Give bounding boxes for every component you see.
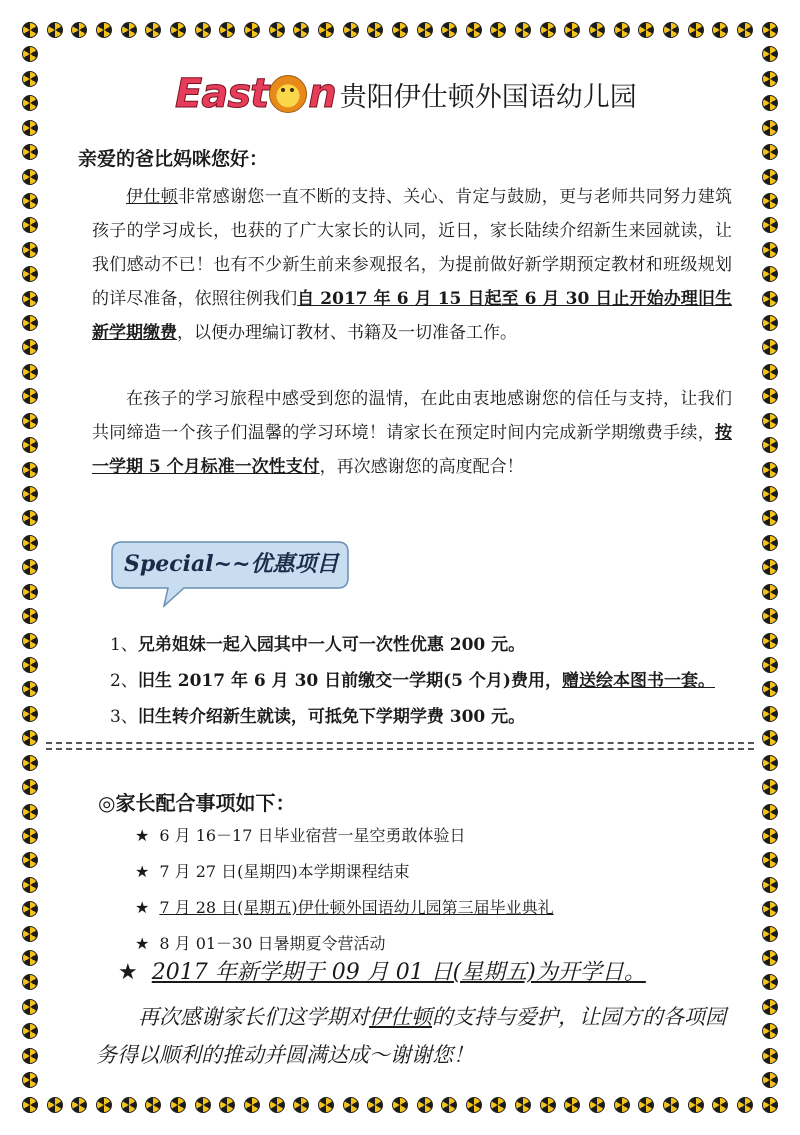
border-dot-icon bbox=[22, 22, 38, 38]
border-right-dots bbox=[762, 22, 778, 1113]
border-dot-icon bbox=[540, 22, 556, 38]
border-dot-icon bbox=[293, 1097, 309, 1113]
border-bottom-dots bbox=[22, 1097, 778, 1113]
letter-text: ，再次感谢您的高度配合！ bbox=[319, 457, 524, 477]
border-dot-icon bbox=[762, 950, 778, 966]
border-dot-icon bbox=[22, 291, 38, 307]
border-dot-icon bbox=[195, 1097, 211, 1113]
special-title: Special~~优惠项目 bbox=[124, 551, 339, 577]
border-dot-icon bbox=[22, 706, 38, 722]
border-dot-icon bbox=[170, 1097, 186, 1113]
border-dot-icon bbox=[145, 22, 161, 38]
border-dot-icon bbox=[762, 828, 778, 844]
border-dot-icon bbox=[688, 1097, 704, 1113]
border-dot-icon bbox=[343, 22, 359, 38]
border-dot-icon bbox=[762, 559, 778, 575]
border-dot-icon bbox=[762, 755, 778, 771]
border-dot-icon bbox=[762, 608, 778, 624]
border-dot-icon bbox=[22, 926, 38, 942]
border-dot-icon bbox=[638, 22, 654, 38]
border-dot-icon bbox=[762, 437, 778, 453]
border-dot-icon bbox=[22, 144, 38, 160]
star-icon: ★ bbox=[118, 960, 138, 985]
border-dot-icon bbox=[219, 22, 235, 38]
border-dot-icon bbox=[762, 535, 778, 551]
border-dot-icon bbox=[762, 1072, 778, 1088]
border-dot-icon bbox=[392, 22, 408, 38]
border-dot-icon bbox=[22, 999, 38, 1015]
item-text: 旧生转介绍新生就读，可抵免下学期学费 300 元。 bbox=[137, 707, 526, 727]
border-dot-icon bbox=[762, 242, 778, 258]
letter-text: 在孩子的学习旅程中感受到您的温情，在此由衷地感谢您的信任与支持，让我们共同缔造一个孩子们温馨的学习环境！请家长在预定时间内完成新学期缴费手续， bbox=[92, 389, 732, 443]
border-dot-icon bbox=[71, 1097, 87, 1113]
star-icon: ★ bbox=[135, 898, 150, 917]
border-dot-icon bbox=[441, 22, 457, 38]
easton-logo bbox=[175, 71, 336, 117]
border-dot-icon bbox=[466, 1097, 482, 1113]
brand-name: 伊仕顿 bbox=[369, 1005, 432, 1029]
border-dot-icon bbox=[663, 22, 679, 38]
border-dot-icon bbox=[195, 22, 211, 38]
border-dot-icon bbox=[762, 633, 778, 649]
special-offers-list bbox=[110, 627, 715, 735]
item-text: 旧生 2017 年 6 月 30 日前缴交一学期(5 个月)费用， bbox=[137, 671, 562, 691]
border-dot-icon bbox=[540, 1097, 556, 1113]
border-dot-icon bbox=[564, 22, 580, 38]
border-dot-icon bbox=[762, 315, 778, 331]
border-dot-icon bbox=[762, 95, 778, 111]
border-dot-icon bbox=[762, 681, 778, 697]
border-dot-icon bbox=[762, 510, 778, 526]
border-dot-icon bbox=[293, 22, 309, 38]
lion-mascot-icon bbox=[269, 75, 307, 113]
border-dot-icon bbox=[343, 1097, 359, 1113]
border-dot-icon bbox=[367, 1097, 383, 1113]
border-dot-icon bbox=[762, 71, 778, 87]
border-dot-icon bbox=[367, 22, 383, 38]
border-dot-icon bbox=[762, 926, 778, 942]
border-dot-icon bbox=[22, 364, 38, 380]
border-dot-icon bbox=[762, 1023, 778, 1039]
border-dot-icon bbox=[762, 46, 778, 62]
greeting: 亲爱的爸比妈咪您好： bbox=[78, 148, 269, 170]
border-dot-icon bbox=[121, 1097, 137, 1113]
dashed-divider bbox=[46, 742, 754, 750]
border-dot-icon bbox=[22, 852, 38, 868]
border-dot-icon bbox=[22, 46, 38, 62]
border-dot-icon bbox=[22, 877, 38, 893]
star-icon: ★ bbox=[135, 862, 150, 881]
border-dot-icon bbox=[762, 779, 778, 795]
brand-name: 伊仕顿 bbox=[126, 187, 178, 207]
border-dot-icon bbox=[22, 217, 38, 233]
border-dot-icon bbox=[22, 339, 38, 355]
header bbox=[175, 70, 637, 118]
item-text-highlight: 赠送绘本图书一套。 bbox=[561, 671, 715, 691]
list-item bbox=[135, 818, 554, 854]
border-dot-icon bbox=[762, 120, 778, 136]
border-dot-icon bbox=[392, 1097, 408, 1113]
border-dot-icon bbox=[762, 584, 778, 600]
school-name: 贵阳伊仕顿外国语幼儿园 bbox=[339, 81, 637, 113]
border-dot-icon bbox=[22, 388, 38, 404]
list-item bbox=[135, 890, 554, 926]
border-dot-icon bbox=[22, 120, 38, 136]
border-dot-icon bbox=[47, 22, 63, 38]
list-item bbox=[110, 699, 715, 735]
list-item bbox=[110, 627, 715, 663]
school-start-line bbox=[118, 955, 646, 986]
border-dot-icon bbox=[22, 950, 38, 966]
border-dot-icon bbox=[22, 71, 38, 87]
notice-title: ◎家长配合事项如下： bbox=[98, 791, 296, 815]
border-dot-icon bbox=[22, 974, 38, 990]
border-dot-icon bbox=[22, 1097, 38, 1113]
border-dot-icon bbox=[22, 584, 38, 600]
border-dot-icon bbox=[762, 1048, 778, 1064]
item-text: 7 月 27 日(星期四)本学期课程结束 bbox=[159, 862, 410, 881]
school-start-date: 2017 年新学期于 09 月 01 日(星期五)为开学日。 bbox=[151, 960, 646, 985]
border-dot-icon bbox=[244, 1097, 260, 1113]
item-text: 6 月 16－17 日毕业宿营一星空勇敢体验日 bbox=[159, 826, 466, 845]
star-icon: ★ bbox=[135, 826, 150, 845]
border-dot-icon bbox=[762, 217, 778, 233]
border-dot-icon bbox=[22, 169, 38, 185]
list-item bbox=[110, 663, 715, 699]
border-dot-icon bbox=[318, 22, 334, 38]
border-dot-icon bbox=[244, 22, 260, 38]
border-dot-icon bbox=[22, 242, 38, 258]
border-dot-icon bbox=[417, 22, 433, 38]
payment-method: 按一学期 5 个月标准一次性支付 bbox=[92, 423, 732, 477]
item-text: 8 月 01－30 日暑期夏令营活动 bbox=[159, 934, 386, 953]
letter-paragraph-1 bbox=[92, 180, 732, 350]
border-dot-icon bbox=[145, 1097, 161, 1113]
border-dot-icon bbox=[663, 1097, 679, 1113]
border-dot-icon bbox=[22, 486, 38, 502]
item-number: 2、 bbox=[110, 671, 138, 691]
border-dot-icon bbox=[417, 1097, 433, 1113]
border-dot-icon bbox=[762, 388, 778, 404]
notice-list bbox=[135, 818, 554, 962]
border-dot-icon bbox=[762, 22, 778, 38]
border-dot-icon bbox=[269, 22, 285, 38]
border-dot-icon bbox=[318, 1097, 334, 1113]
border-dot-icon bbox=[22, 1048, 38, 1064]
border-dot-icon bbox=[515, 22, 531, 38]
border-dot-icon bbox=[712, 1097, 728, 1113]
border-dot-icon bbox=[466, 22, 482, 38]
letter-text: 非常感谢您一直不断的支持、关心、肯定与鼓励，更与老师共同努力建筑孩子的学习成长，也获的了广大家长的认同，近日，家长陆续介绍新生来园就读，让我们感动不已！也有不少新生前来参观报名，为提前做好新学期预定教材和班级规划的详尽准备，依照往例我们 bbox=[92, 187, 733, 309]
border-dot-icon bbox=[22, 193, 38, 209]
border-dot-icon bbox=[688, 22, 704, 38]
logo-text-east: East bbox=[175, 71, 269, 117]
border-dot-icon bbox=[22, 462, 38, 478]
item-text: 兄弟姐妹一起入园其中一人可一次性优惠 200 元。 bbox=[137, 635, 526, 655]
item-number: 1、 bbox=[110, 635, 138, 655]
border-dot-icon bbox=[22, 413, 38, 429]
border-dot-icon bbox=[762, 901, 778, 917]
letter-text: ，以便办理编订教材、书籍及一切准备工作。 bbox=[177, 323, 517, 343]
border-dot-icon bbox=[22, 804, 38, 820]
border-dot-icon bbox=[22, 779, 38, 795]
border-dot-icon bbox=[762, 339, 778, 355]
border-dot-icon bbox=[490, 22, 506, 38]
border-dot-icon bbox=[22, 95, 38, 111]
border-dot-icon bbox=[22, 681, 38, 697]
border-dot-icon bbox=[515, 1097, 531, 1113]
border-dot-icon bbox=[170, 22, 186, 38]
border-dot-icon bbox=[614, 1097, 630, 1113]
border-dot-icon bbox=[564, 1097, 580, 1113]
star-icon: ★ bbox=[135, 934, 150, 953]
border-left-dots bbox=[22, 22, 38, 1113]
border-dot-icon bbox=[762, 877, 778, 893]
border-dot-icon bbox=[47, 1097, 63, 1113]
border-dot-icon bbox=[22, 608, 38, 624]
border-dot-icon bbox=[490, 1097, 506, 1113]
border-dot-icon bbox=[762, 1097, 778, 1113]
logo-text-n: n bbox=[308, 71, 336, 117]
border-dot-icon bbox=[762, 852, 778, 868]
border-dot-icon bbox=[762, 144, 778, 160]
border-dot-icon bbox=[762, 804, 778, 820]
border-dot-icon bbox=[22, 437, 38, 453]
border-dot-icon bbox=[441, 1097, 457, 1113]
border-dot-icon bbox=[762, 706, 778, 722]
border-dot-icon bbox=[638, 1097, 654, 1113]
border-dot-icon bbox=[762, 193, 778, 209]
border-dot-icon bbox=[71, 22, 87, 38]
border-dot-icon bbox=[22, 1072, 38, 1088]
list-item bbox=[135, 854, 554, 890]
border-dot-icon bbox=[762, 169, 778, 185]
border-dot-icon bbox=[762, 266, 778, 282]
letter-paragraph-2 bbox=[92, 382, 732, 484]
border-dot-icon bbox=[121, 22, 137, 38]
border-dot-icon bbox=[96, 22, 112, 38]
border-dot-icon bbox=[22, 633, 38, 649]
border-dot-icon bbox=[589, 1097, 605, 1113]
border-dot-icon bbox=[22, 901, 38, 917]
border-dot-icon bbox=[762, 364, 778, 380]
border-dot-icon bbox=[22, 755, 38, 771]
payment-period: 自 2017 年 6 月 15 日起至 6 月 30 日止开始办理旧生新学期缴费 bbox=[92, 289, 732, 343]
border-dot-icon bbox=[737, 22, 753, 38]
border-dot-icon bbox=[762, 999, 778, 1015]
border-dot-icon bbox=[22, 315, 38, 331]
border-dot-icon bbox=[22, 657, 38, 673]
border-dot-icon bbox=[737, 1097, 753, 1113]
border-dot-icon bbox=[589, 22, 605, 38]
border-dot-icon bbox=[22, 730, 38, 746]
border-dot-icon bbox=[762, 291, 778, 307]
item-number: 3、 bbox=[110, 707, 138, 727]
border-dot-icon bbox=[762, 486, 778, 502]
border-dot-icon bbox=[762, 413, 778, 429]
border-dot-icon bbox=[219, 1097, 235, 1113]
border-dot-icon bbox=[614, 22, 630, 38]
item-text: 7 月 28 日(星期五)伊仕顿外国语幼儿园第三届毕业典礼 bbox=[159, 898, 554, 917]
closing-text: 的支持与爱护，让园方的各项园务得以顺利的推动并圆满达成～谢谢您！ bbox=[96, 1005, 726, 1067]
border-dot-icon bbox=[762, 462, 778, 478]
border-dot-icon bbox=[269, 1097, 285, 1113]
border-dot-icon bbox=[96, 1097, 112, 1113]
border-dot-icon bbox=[762, 974, 778, 990]
border-dot-icon bbox=[22, 1023, 38, 1039]
border-dot-icon bbox=[22, 510, 38, 526]
closing-paragraph bbox=[96, 998, 736, 1074]
closing-text: 再次感谢家长们这学期对 bbox=[138, 1005, 369, 1029]
border-dot-icon bbox=[22, 266, 38, 282]
border-dot-icon bbox=[22, 828, 38, 844]
border-dot-icon bbox=[22, 559, 38, 575]
border-dot-icon bbox=[22, 535, 38, 551]
border-dot-icon bbox=[712, 22, 728, 38]
border-dot-icon bbox=[762, 730, 778, 746]
border-top-dots bbox=[22, 22, 778, 38]
border-dot-icon bbox=[762, 657, 778, 673]
